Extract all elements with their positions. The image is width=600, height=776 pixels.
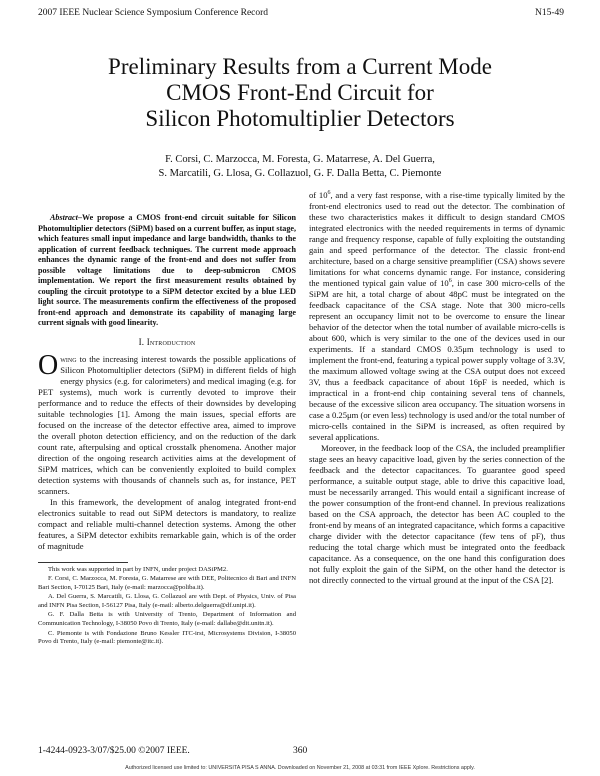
abstract-label: Abstract: [50, 213, 78, 222]
title-line: Preliminary Results from a Current Mode: [108, 54, 492, 79]
footnote: C. Piemonte is with Fondazione Bruno Kessler ITC-irst, Microsystems Division, I-38050 Povo di Trento, Italy (e-mail: piemonte@itc.it).: [38, 629, 296, 646]
page-number: 360: [293, 746, 308, 756]
author-line: S. Marcatili, G. Llosa, G. Collazuol, G. F. Dalla Betta, C. Piemonte: [158, 168, 442, 179]
body-paragraph: of $10^6$, and a very fast response, with a rise-time typically limited by the front-end electronics used to read out the detector. The combination of these two characteristics makes it difficult to design standard CMOS integrated electronics with the needed requirements in terms of dynamic range and frequency response, capable of fully exploiting the outstanding gain and speed performance of the detector. The classic front-end architecture, based on a charge sensitive preamplifier (CSA) shows severe limitations for what concerns dynamic range. For instance, considering the mentioned typical gain value of $10^6$, in case 300 micro-cells of the SiPM are hit, a total charge of about 48pC must be integrated on the feedback capacitance of the CSA stage. Note that 300 micro-cells represent an occupancy limit not to be overcome to ensure the linear behavior of the detector when the total number of available micro-cells is about 600, which is very similar to the one of the devices used in our experiments. If a standard CMOS 0.35μm technology is used to implement the front-end, featuring a typical power supply voltage of 3.3V, the maximum allowed voltage swing at the CSA output does not exceed 3V, thus a feedback capacitance of about 16pF is needed, which is impractical in a front-end chip containing several tens of channels, because of the excessive silicon area occupancy. The situation worsens in case a 0.25μm (or even less) technology is used and/or the total number of micro-cells contained in the SiPM is increased, as often required by several applications.: [309, 190, 565, 442]
title-line: CMOS Front-End Circuit for: [166, 80, 434, 105]
footnote: G. F. Dalla Betta is with University of Trento, Department of Information and Communication Technology, I-38050 Povo di Trento, Italy (e-mail: dallabe@dit.unitn.it).: [38, 611, 296, 628]
left-column: [38, 213, 296, 648]
session-code: N15-49: [534, 8, 564, 18]
footnote: This work was supported in part by INFN, under project DASiPM2.: [48, 565, 228, 573]
body-paragraph: Moreover, in the feedback loop of the CSA, the included preamplifier stage sees an heavy capacitive load, given by the series connection of the feedback and the detector capacitances. To guarantee good speed performance, a suitable output stage, able to drive this capacitive load, must be necessarily arranged. This would entail a significant increase of the power consumption of the front-end channel. In previous realizations based on the CSA approach, the detector has been AC coupled to the front-end by means of an integrated capacitance, which forms a capacitive charge divider with the detector capacitance (few tens of pF), thus reducing the total charge which must be integrated onto the feedback capacitance. As a consequence, on the one hand this configuration does not fully exploit the gain of the SiPM, on the other hand the detector is not directly connected to the virtual ground at the input of the CSA [2].: [309, 443, 565, 585]
isbn-copyright: 1-4244-0923-3/07/$25.00 ©2007 IEEE.: [38, 746, 190, 756]
intro-paragraph: In this framework, the development of analog integrated front-end electronics suitable to read out SiPM detectors is mandatory, to realize compact and reliable multi-channel detection systems. Among the other features, a SiPM detector exhibits remarkable gain, which is of the order of magnitude: [38, 496, 296, 551]
drop-cap: O: [38, 349, 59, 381]
license-note: Authorized licensed use limited to: UNIVERSITA PISA S ANNA. Downloaded on November 21, 2008 at 03:31 from IEEE Xplore. Restrictions apply.: [125, 765, 475, 771]
title-line: Silicon Photomultiplier Detectors: [145, 106, 455, 131]
section-heading: I. Introduction: [138, 336, 196, 347]
abstract-text: –We propose a CMOS front-end circuit suitable for Silicon Photomultiplier detectors (SiPM) based on a current buffer, as input stage, which features small input impedance and large bandwidth, thanks to the application of current feedback techniques. The current mode approach enhances the dynamic range of the front-end and does not suffer from possible voltage limitations due to deep-submicron CMOS implementation. We report the first measurement results obtained by coupling the circuit prototype to a SiPM detector excited by a blue LED light source. The measurements confirm the effectiveness of the proposed front-end approach and demonstrate its capability of managing large current signals with good linearity.: [38, 213, 296, 327]
conference-header: 2007 IEEE Nuclear Science Symposium Conference Record: [38, 8, 269, 18]
footnote-rule: [38, 562, 128, 563]
paper-title: [60, 54, 540, 132]
author-line: F. Corsi, C. Marzocca, M. Foresta, G. Matarrese, A. Del Guerra,: [165, 154, 435, 165]
intro-paragraph: Owing to the increasing interest towards the possible applications of Silicon Photomultiplier detectors (SiPM) in different fields of high energy physics (e.g. for calorimeters) and medical imaging (e.g. for PET systems), much work is currently devoted to improve their performance and to reduce the effects of their downsides by developing suitable technologies [1]. Among the main issues, special efforts are focused on the increase of the detector effective area, aimed to improve the overall photon detection efficiency, and on the reduction of the dark count rate, afterpulsing and optical crosstalk phenomena. Another major direction of the ongoing research activities aims at the development of SiPM matrices, which can be conveniently exploited to build complex detection systems with thousands of channels such as, for instance, PET scanners.: [38, 349, 296, 496]
right-column: [309, 190, 565, 586]
footnote: F. Corsi, C. Marzocca, M. Foresta, G. Matarrese are with DEE, Politecnico di Bari and INFN Bari Section, I-70125 Bari, Italy (e-mail: marzocca@poliba.it).: [38, 575, 296, 591]
footnote: A. Del Guerra, S. Marcatili, G. Llosa, G. Collazuol are with Dept. of Physics, Univ. of Pisa and INFN Pisa Section, I-56127 Pisa, Italy (e-mail: alberto.delguerra@df.unipi.it).: [38, 593, 296, 609]
abstract: [38, 213, 296, 329]
author-list: [60, 153, 540, 181]
